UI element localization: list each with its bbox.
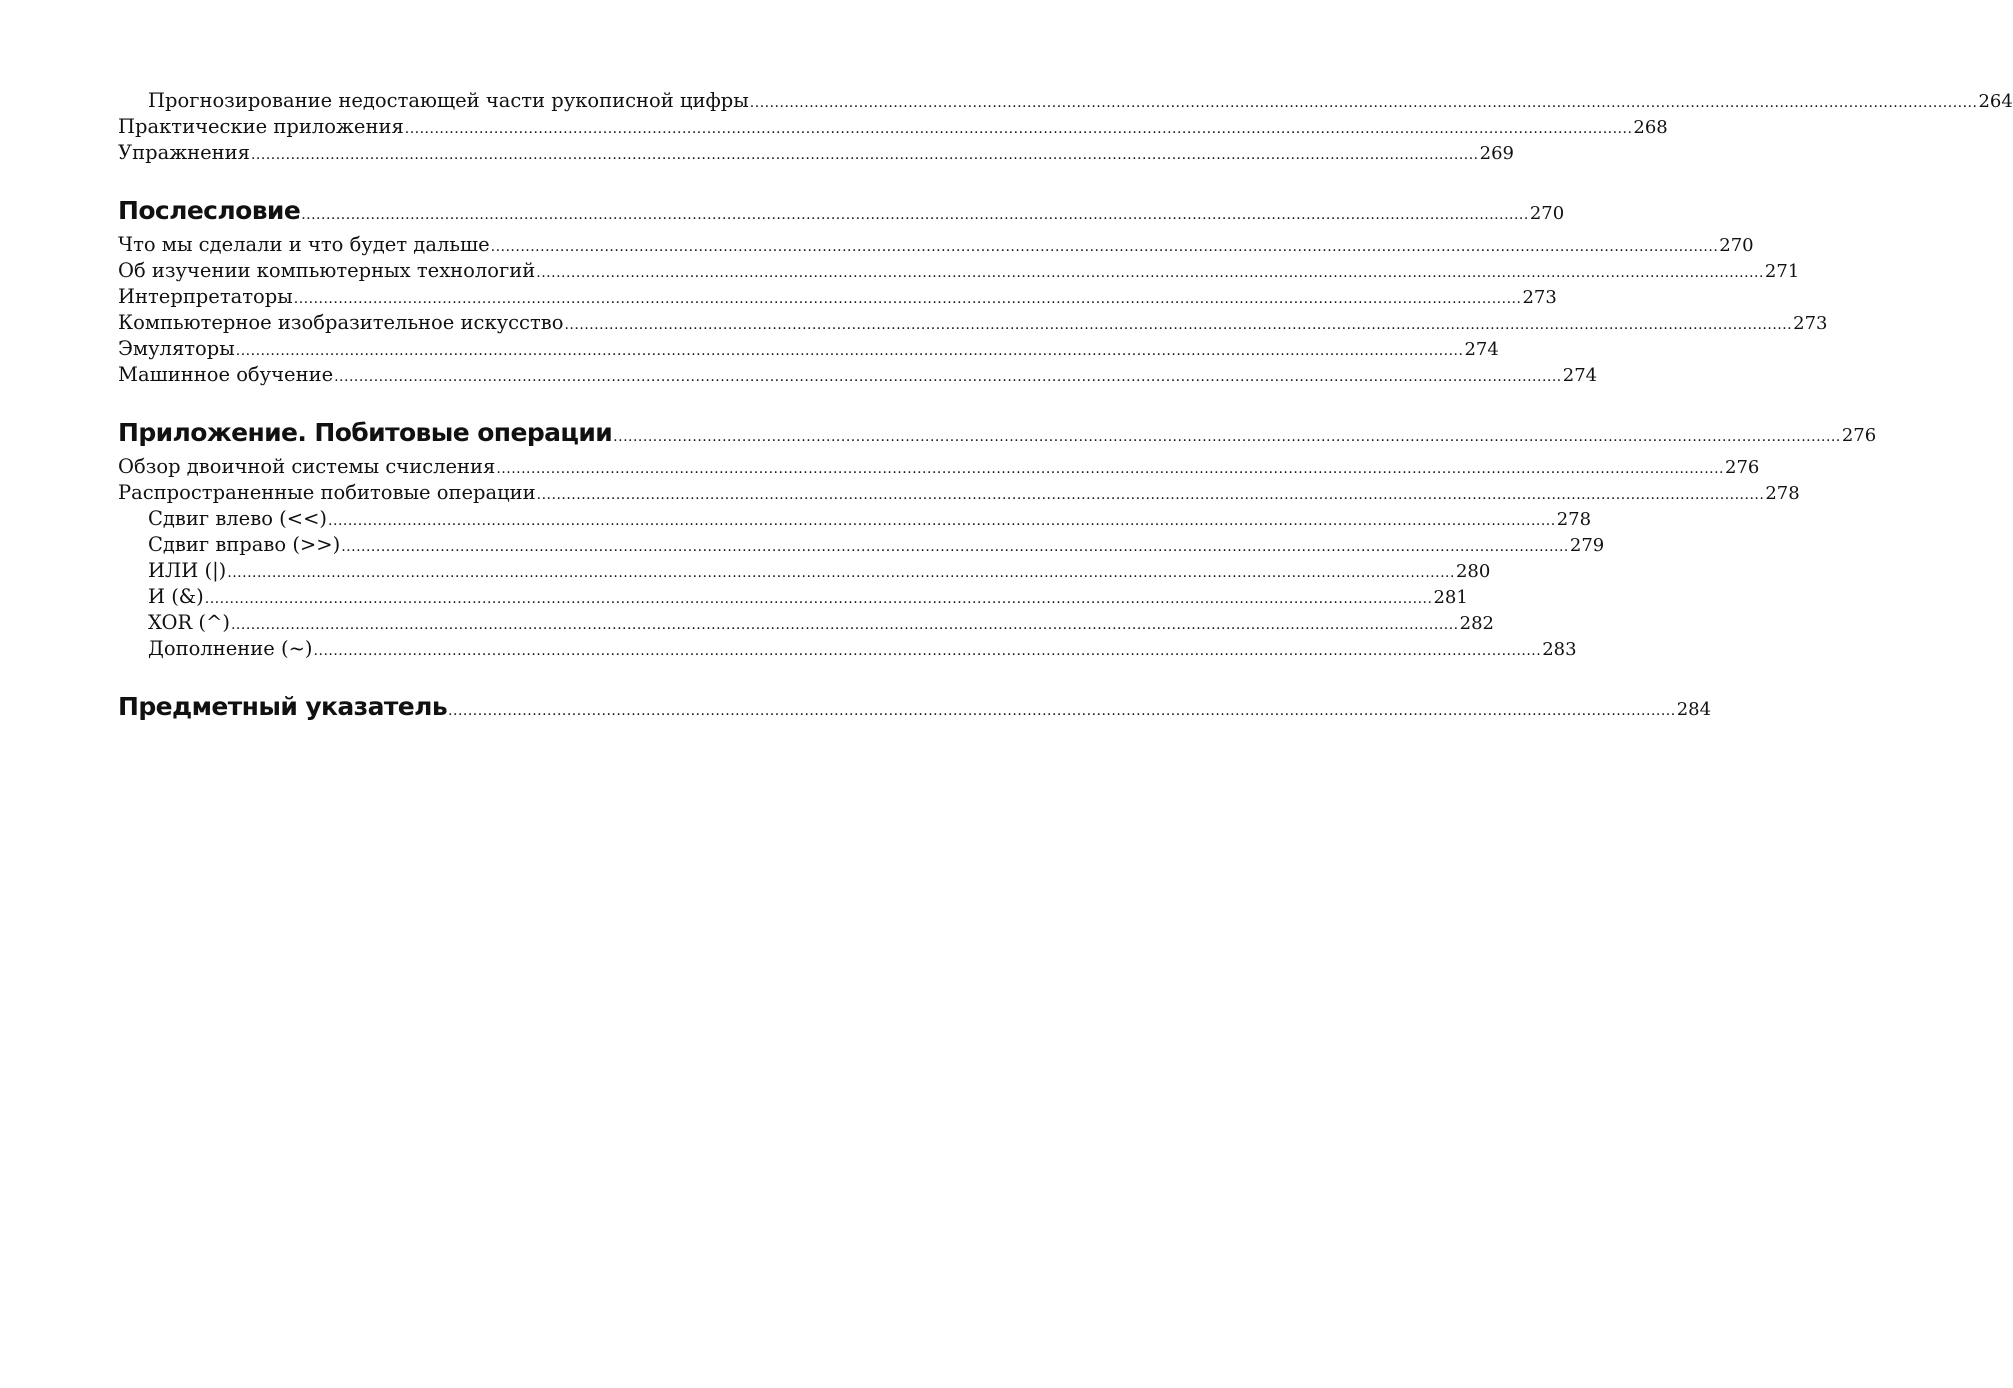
- toc-entry-page: 280: [1455, 561, 1491, 582]
- toc-entry-page: 271: [1764, 261, 1800, 282]
- toc-entry-page: 270: [1719, 235, 1754, 256]
- chapter-title: Послесловие: [118, 196, 301, 225]
- toc-entry[interactable]: [118, 480, 1800, 506]
- toc-entry-title: XOR (^): [148, 611, 230, 634]
- dot-leader: [314, 636, 1542, 664]
- dot-leader: [334, 362, 1562, 390]
- chapter-title: Предметный указатель: [118, 692, 448, 721]
- toc-subentry[interactable]: [118, 636, 1577, 662]
- dot-leader: [536, 258, 1764, 286]
- toc-entry-title: Машинное обучение: [118, 363, 334, 386]
- toc-entry-page: 274: [1562, 365, 1598, 386]
- table-of-contents: [118, 88, 2013, 728]
- dot-leader: [341, 532, 1569, 560]
- toc-entry-title: Дополнение (~): [148, 637, 313, 660]
- dot-leader: [750, 88, 1978, 116]
- dot-leader: [564, 310, 1792, 338]
- toc-entry-page: 282: [1459, 613, 1494, 634]
- toc-entry-title: Об изучении компьютерных технологий: [118, 259, 536, 282]
- toc-chapter-appendix[interactable]: [118, 416, 1877, 450]
- toc-entry-title: Сдвиг влево (<<): [148, 507, 328, 530]
- toc-entry[interactable]: [118, 454, 1760, 480]
- toc-entry-title: Эмуляторы: [118, 337, 235, 360]
- dot-leader: [405, 114, 1633, 142]
- toc-subentry[interactable]: [118, 584, 1468, 610]
- toc-entry-page: 274: [1464, 339, 1499, 360]
- toc-chapter-afterword[interactable]: [118, 194, 1565, 228]
- toc-chapter-index[interactable]: [118, 690, 1712, 724]
- toc-entry[interactable]: [118, 232, 1754, 258]
- toc-entry-title: Упражнения: [118, 141, 250, 164]
- dot-leader: [205, 584, 1433, 612]
- toc-entry-title: ИЛИ (|): [148, 559, 227, 582]
- toc-entry[interactable]: [118, 284, 1557, 310]
- toc-entry-title: Компьютерное изобразительное искусство: [118, 311, 564, 334]
- dot-leader: [231, 610, 1459, 638]
- toc-entry-page: 273: [1522, 287, 1557, 308]
- toc-entry-title: Что мы сделали и что будет дальше: [118, 233, 490, 256]
- chapter-page: 276: [1841, 425, 1877, 446]
- dot-leader: [301, 197, 1529, 232]
- toc-entry-page: 268: [1633, 117, 1668, 138]
- toc-entry-title: И (&): [148, 585, 204, 608]
- toc-entry[interactable]: [118, 336, 1499, 362]
- toc-entry-title: Обзор двоичной системы счисления: [118, 455, 496, 478]
- toc-entry[interactable]: [118, 114, 1668, 140]
- dot-leader: [251, 140, 1479, 168]
- toc-entry-title: Распространенные побитовые операции: [118, 481, 536, 504]
- dot-leader: [236, 336, 1464, 364]
- toc-subentry[interactable]: [118, 558, 1491, 584]
- toc-entry-page: 273: [1793, 313, 1828, 334]
- toc-subentry[interactable]: [118, 610, 1494, 636]
- toc-entry-page: 264: [1978, 91, 2013, 112]
- toc-entry-title: Прогнозирование недостающей части рукописной цифры: [148, 89, 749, 112]
- toc-entry-title: Практические приложения: [118, 115, 404, 138]
- chapter-page: 284: [1676, 699, 1712, 720]
- toc-entry[interactable]: [118, 88, 2013, 114]
- toc-entry-page: 279: [1569, 535, 1605, 556]
- dot-leader: [227, 558, 1455, 586]
- toc-entry-page: 283: [1542, 639, 1577, 660]
- chapter-page: 270: [1529, 203, 1565, 224]
- toc-subentry[interactable]: [118, 532, 1605, 558]
- dot-leader: [328, 506, 1556, 534]
- dot-leader: [613, 419, 1841, 454]
- chapter-title: Приложение. Побитовые операции: [118, 418, 613, 447]
- toc-entry-title: Интерпретаторы: [118, 285, 293, 308]
- dot-leader: [537, 480, 1765, 508]
- dot-leader: [496, 454, 1724, 482]
- dot-leader: [448, 693, 1676, 728]
- dot-leader: [491, 232, 1719, 260]
- toc-subentry[interactable]: [118, 506, 1592, 532]
- toc-entry-title: Сдвиг вправо (>>): [148, 533, 341, 556]
- toc-entry[interactable]: [118, 140, 1514, 166]
- toc-entry[interactable]: [118, 310, 1828, 336]
- toc-entry[interactable]: [118, 258, 1800, 284]
- toc-entry-page: 276: [1725, 457, 1760, 478]
- toc-entry-page: 278: [1765, 483, 1800, 504]
- toc-entry-page: 281: [1433, 587, 1468, 608]
- dot-leader: [294, 284, 1522, 312]
- toc-entry-page: 269: [1479, 143, 1514, 164]
- toc-entry-page: 278: [1556, 509, 1592, 530]
- toc-entry[interactable]: [118, 362, 1598, 388]
